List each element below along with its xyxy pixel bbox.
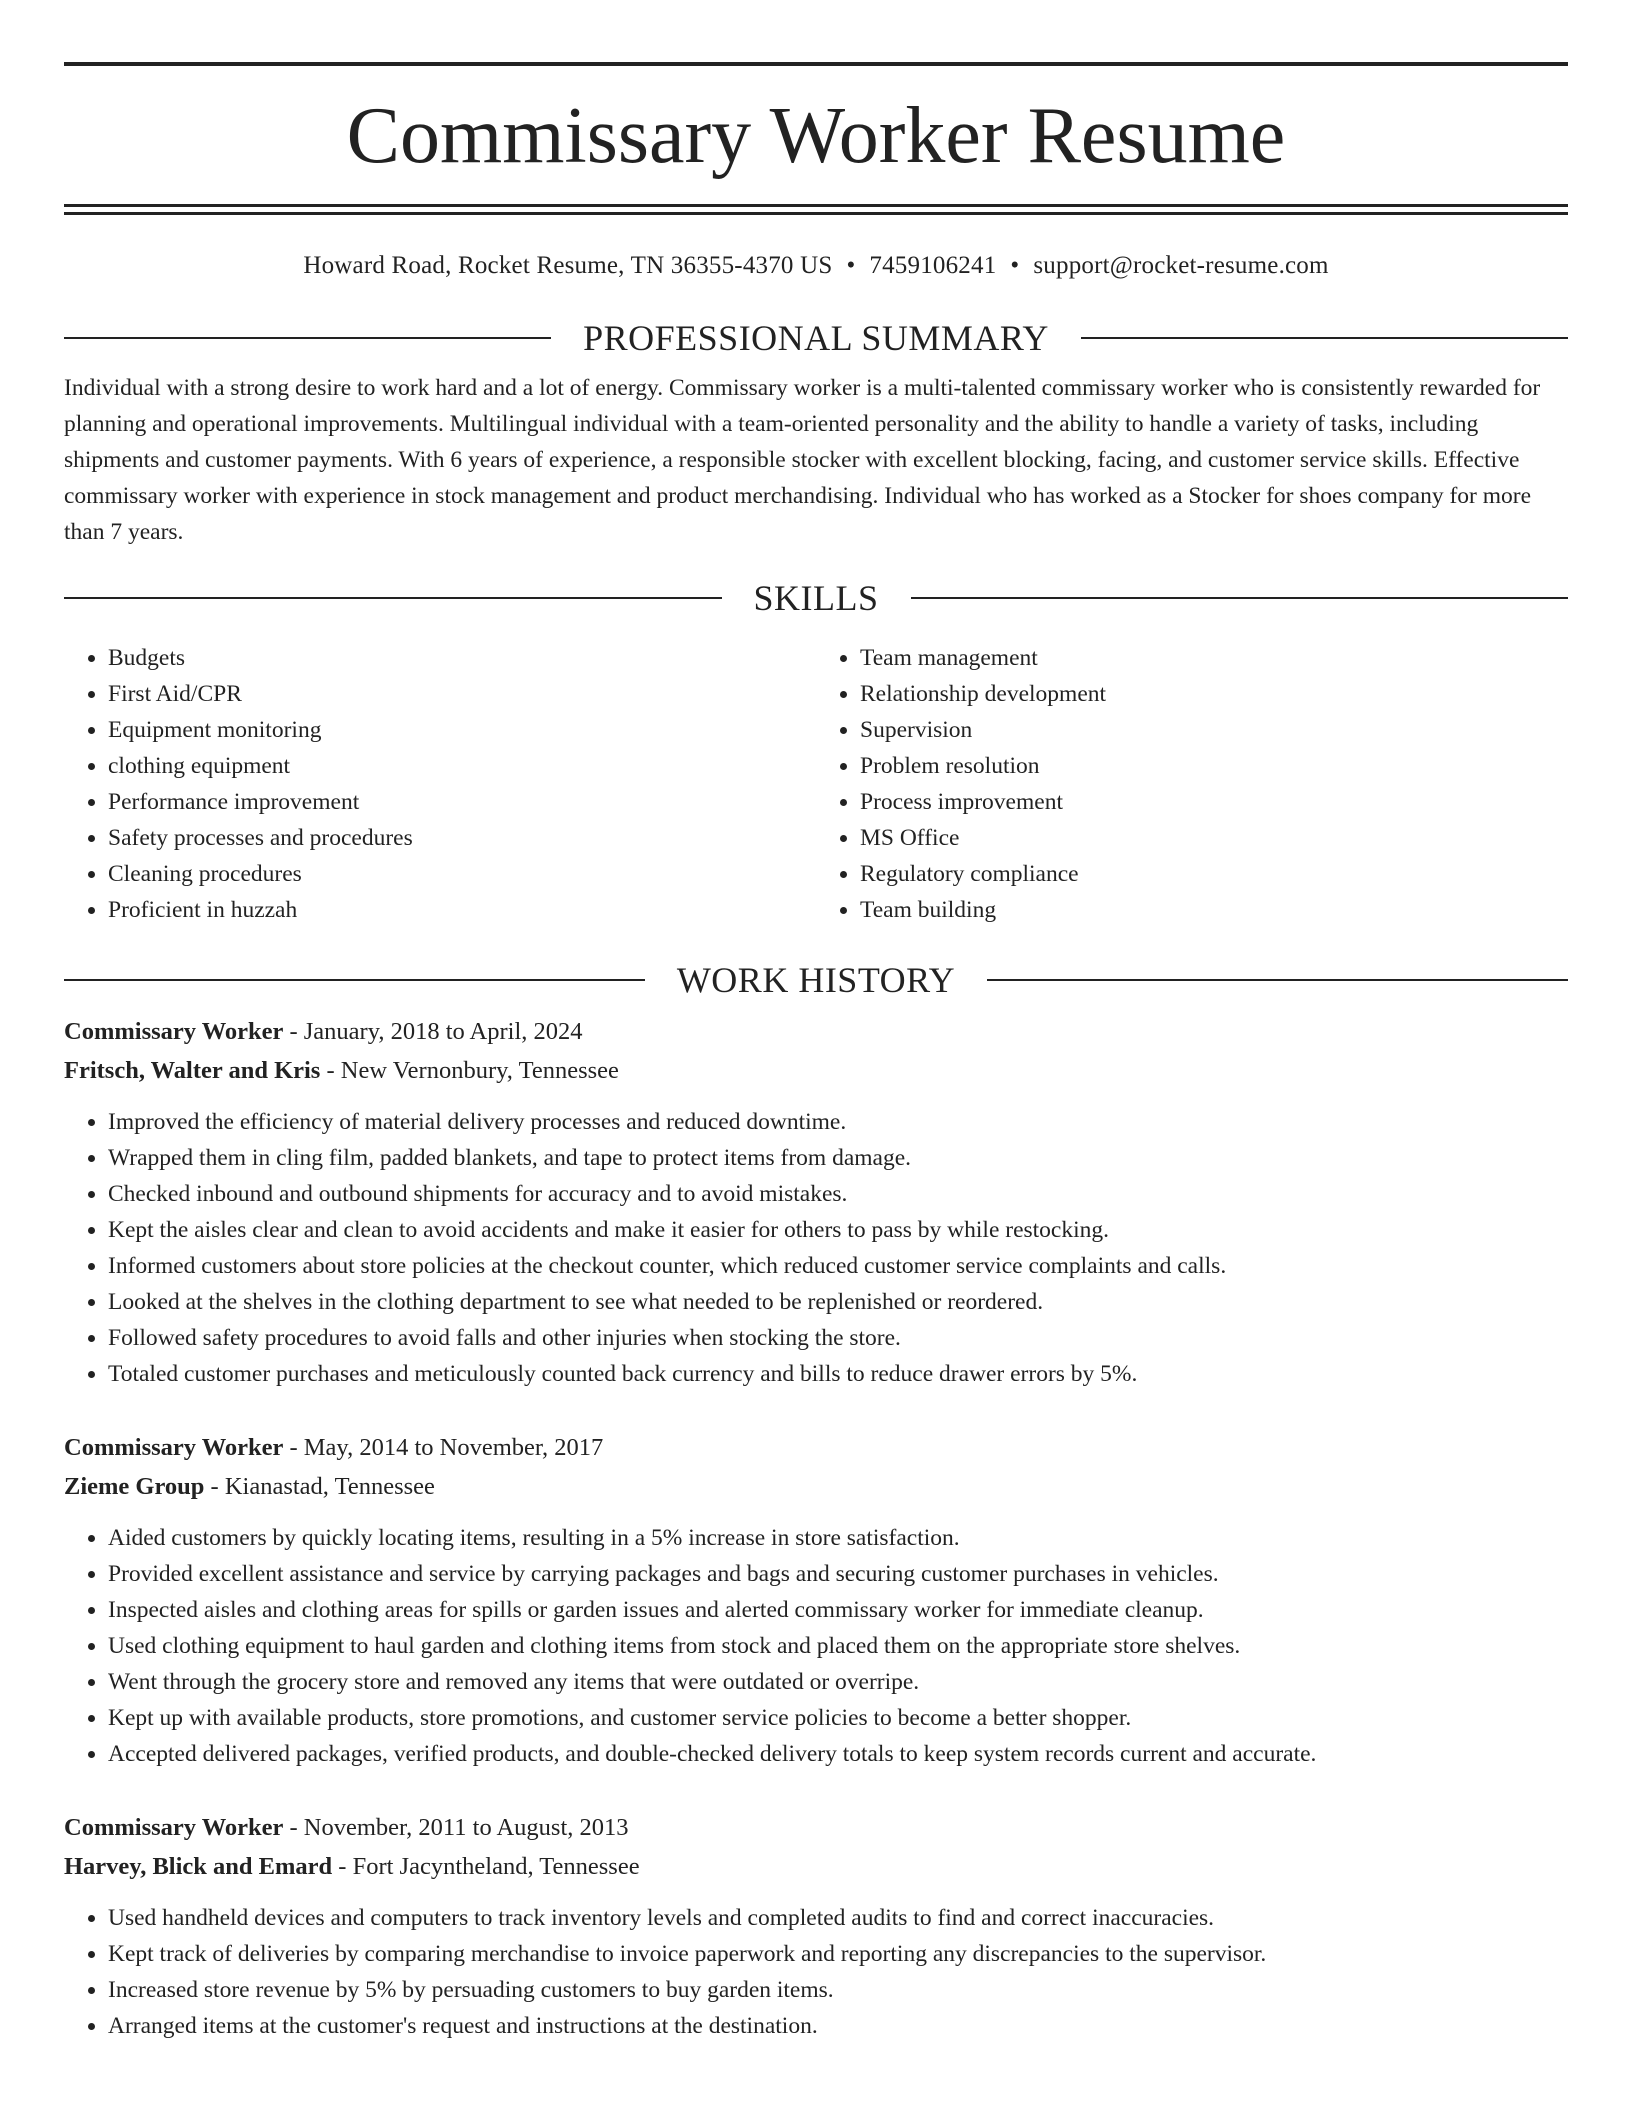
section-rule-right [987, 979, 1568, 981]
job-bullet: • Totaled customer purchases and meticulously counted back currency and bills to reduce drawer errors by 5%. [108, 1356, 1568, 1392]
job-bullet: • Used handheld devices and computers to track inventory levels and completed audits to find and correct inaccuracies. [108, 1900, 1568, 1936]
skill-item: • First Aid/CPR [108, 676, 816, 712]
job-title-line [64, 1428, 1568, 1467]
job-title-line [64, 1808, 1568, 1847]
job-bullet: • Wrapped them in cling film, padded blankets, and tape to protect items from damage. [108, 1140, 1568, 1176]
skill-item: • MS Office [860, 820, 1568, 856]
skills-section-header [64, 578, 1568, 618]
job-bullet: • Checked inbound and outbound shipments for accuracy and to avoid mistakes. [108, 1176, 1568, 1212]
skill-item: • Process improvement [860, 784, 1568, 820]
skills-list [64, 640, 1568, 928]
job-bullet: • Accepted delivered packages, verified products, and double-checked delivery totals to keep system records current and accurate. [108, 1736, 1568, 1772]
work-section-header [64, 960, 1568, 1000]
skills-column-left [64, 640, 816, 928]
job-entry [64, 1012, 1568, 1392]
contact-separator: • [846, 252, 856, 279]
job-bullet: • Kept the aisles clear and clean to avoid accidents and make it easier for others to pass by while restocking. [108, 1212, 1568, 1248]
job-role: Commissary Worker [64, 1434, 284, 1461]
job-bullet: • Informed customers about store policies at the checkout counter, which reduced customer service complaints and calls. [108, 1248, 1568, 1284]
job-dates: - May, 2014 to November, 2017 [283, 1434, 604, 1461]
skill-item: • Performance improvement [108, 784, 816, 820]
resume-title: Commissary Worker Resume [346, 92, 1286, 180]
job-company-line [64, 1467, 1568, 1506]
skill-item: • Supervision [860, 712, 1568, 748]
job-dates: - November, 2011 to August, 2013 [283, 1814, 629, 1841]
job-bullet: • Kept up with available products, store promotions, and customer service policies to become a better shopper. [108, 1700, 1568, 1736]
section-rule-right [1081, 337, 1568, 339]
skill-item: • Team building [860, 892, 1568, 928]
job-bullets [64, 1520, 1568, 1772]
section-rule-right [911, 597, 1569, 599]
contact-line [64, 252, 1568, 280]
job-bullet: • Went through the grocery store and removed any items that were outdated or overripe. [108, 1664, 1568, 1700]
skill-item: • Proficient in huzzah [108, 892, 816, 928]
summary-section-title: PROFESSIONAL SUMMARY [583, 318, 1049, 358]
summary-section-header [64, 318, 1568, 358]
skill-item: • Cleaning procedures [108, 856, 816, 892]
job-dates: - January, 2018 to April, 2024 [283, 1018, 583, 1045]
skill-item: • Regulatory compliance [860, 856, 1568, 892]
job-location: - New Vernonbury, Tennessee [320, 1057, 619, 1084]
skill-item: • Equipment monitoring [108, 712, 816, 748]
job-role: Commissary Worker [64, 1018, 284, 1045]
skill-item: • Safety processes and procedures [108, 820, 816, 856]
section-rule-left [64, 597, 722, 599]
job-role: Commissary Worker [64, 1814, 284, 1841]
skill-item: • Budgets [108, 640, 816, 676]
job-company: Zieme Group [64, 1473, 205, 1500]
job-entry [64, 1808, 1568, 2044]
job-bullet: • Arranged items at the customer's request and instructions at the destination. [108, 2008, 1568, 2044]
summary-text: Individual with a strong desire to work hard and a lot of energy. Commissary worker is a multi-talented commissary worker who is consistently rewarded for planning and operational improvements. Multilingual individual with a team-oriented personality and the ability to handle a variety of tasks, including shipments and customer payments. With 6 years of experience, a responsible stocker with excellent blocking, facing, and customer service skills. Effective commissary worker with experience in stock management and product merchandising. Individual who has worked as a Stocker for shoes company for more than 7 years. [64, 375, 1541, 545]
contact-address: Howard Road, Rocket Resume, TN 36355-4370 US [303, 252, 833, 279]
job-company-line [64, 1051, 1568, 1090]
skill-item: • Relationship development [860, 676, 1568, 712]
title-double-rule [64, 204, 1568, 215]
section-rule-left [64, 979, 645, 981]
job-entry [64, 1428, 1568, 1772]
contact-email: support@rocket-resume.com [1033, 252, 1329, 279]
job-bullet: • Used clothing equipment to haul garden and clothing items from stock and placed them on the appropriate store shelves. [108, 1628, 1568, 1664]
skill-item: • clothing equipment [108, 748, 816, 784]
job-bullet: • Inspected aisles and clothing areas for spills or garden issues and alerted commissary worker for immediate cleanup. [108, 1592, 1568, 1628]
job-title-line [64, 1012, 1568, 1051]
job-bullet: • Improved the efficiency of material delivery processes and reduced downtime. [108, 1104, 1568, 1140]
job-bullet: • Increased store revenue by 5% by persuading customers to buy garden items. [108, 1972, 1568, 2008]
skills-column-right [816, 640, 1568, 928]
skill-item: • Team management [860, 640, 1568, 676]
contact-separator: • [1010, 252, 1020, 279]
job-bullet: • Followed safety procedures to avoid falls and other injuries when stocking the store. [108, 1320, 1568, 1356]
job-bullets [64, 1104, 1568, 1392]
job-company-line [64, 1847, 1568, 1886]
job-bullet: • Looked at the shelves in the clothing department to see what needed to be replenished or reordered. [108, 1284, 1568, 1320]
job-company: Fritsch, Walter and Kris [64, 1057, 321, 1084]
contact-phone: 7459106241 [869, 252, 997, 279]
job-bullets [64, 1900, 1568, 2044]
top-rule [64, 62, 1568, 66]
skills-section-title: SKILLS [753, 578, 879, 618]
job-bullet: • Kept track of deliveries by comparing merchandise to invoice paperwork and reporting any discrepancies to the supervisor. [108, 1936, 1568, 1972]
work-section-title: WORK HISTORY [676, 960, 956, 1000]
section-rule-left [64, 337, 551, 339]
job-company: Harvey, Blick and Emard [64, 1853, 333, 1880]
job-bullet: • Aided customers by quickly locating items, resulting in a 5% increase in store satisfaction. [108, 1520, 1568, 1556]
job-bullet: • Provided excellent assistance and service by carrying packages and bags and securing customer purchases in vehicles. [108, 1556, 1568, 1592]
job-location: - Kianastad, Tennessee [204, 1473, 435, 1500]
skill-item: • Problem resolution [860, 748, 1568, 784]
job-location: - Fort Jacyntheland, Tennessee [332, 1853, 640, 1880]
